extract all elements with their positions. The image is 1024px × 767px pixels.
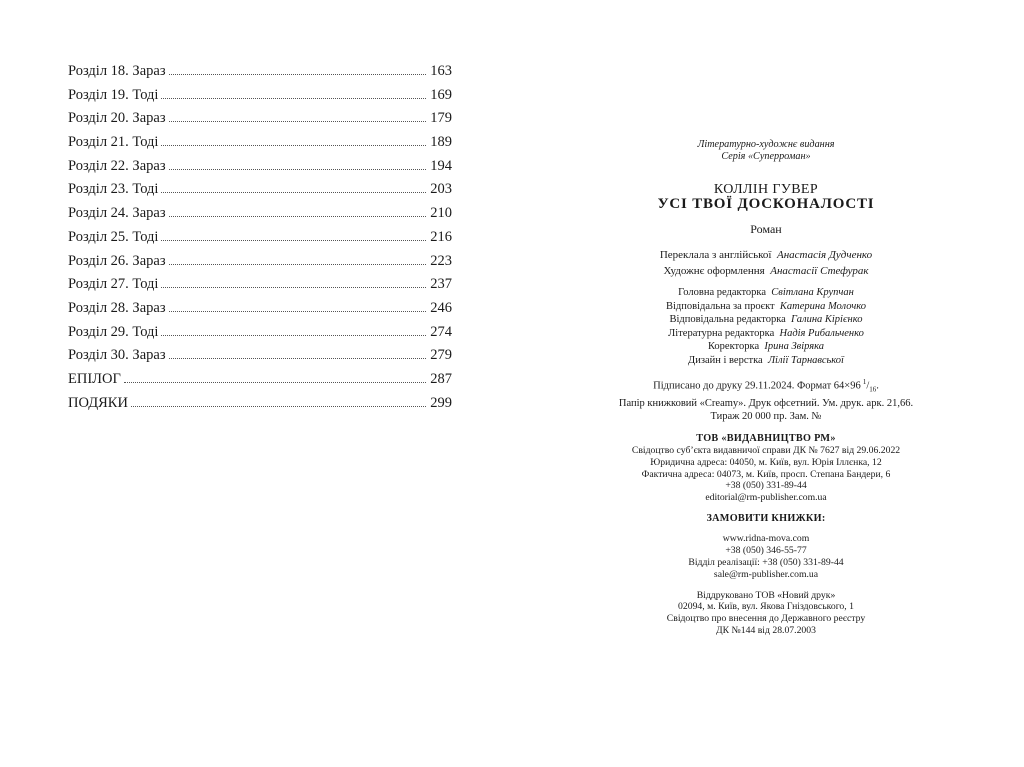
toc-title: Розділ 22. Зараз [68, 157, 166, 174]
dot-leader [131, 406, 426, 407]
dot-leader [161, 98, 426, 99]
toc-row[interactable] [68, 347, 452, 371]
edition-type: Літературно-художнє видання [697, 139, 835, 150]
format-fraction-numerator: 1 [862, 378, 867, 387]
toc-title: Розділ 30. Зараз [68, 347, 166, 364]
staff-role: Головна редакторка [678, 287, 767, 299]
dot-leader [169, 74, 427, 75]
staff-row [560, 286, 972, 300]
sales-phone: Відділ реалізації: +38 (050) 331-89-44 [688, 557, 844, 569]
toc-title: Розділ 20. Зараз [68, 110, 166, 127]
toc-page-number: 223 [430, 252, 452, 269]
toc-title: ПОДЯКИ [68, 394, 128, 411]
publisher-line: Фактична адреса: 04073, м. Київ, просп. Степана Бандери, 6 [641, 468, 891, 480]
dot-leader [169, 169, 427, 170]
dot-leader [169, 121, 427, 122]
staff-row [560, 327, 972, 341]
dot-leader [169, 358, 427, 359]
dot-leader [161, 287, 426, 288]
toc-page-number: 194 [430, 157, 452, 174]
toc-title: Розділ 28. Зараз [68, 299, 166, 316]
toc-title: Розділ 29. Тоді [68, 323, 159, 340]
dot-leader [161, 192, 426, 193]
staff-name: Лілії Тарнавської [767, 354, 844, 366]
toc-title: Розділ 19. Тоді [68, 86, 159, 103]
credits-block [560, 247, 972, 279]
order-heading: ЗАМОВИТИ КНИЖКИ: [706, 513, 826, 525]
toc-row[interactable] [68, 181, 452, 205]
imprint-page [560, 139, 972, 637]
staff-name: Галина Кірієнко [791, 314, 863, 326]
toc-row[interactable] [68, 229, 452, 253]
printer-line: Віддруковано ТОВ «Новий друк» [696, 589, 836, 601]
toc-page-number: 274 [430, 323, 452, 340]
genre: Роман [750, 221, 782, 236]
toc-page-number: 246 [430, 299, 452, 316]
design-name: Анастасії Стефурак [770, 265, 869, 278]
staff-name: Світлана Крупчан [771, 287, 854, 299]
toc-page-number: 189 [430, 134, 452, 151]
translator-label: Переклала з англійської [659, 249, 772, 262]
publisher-line: Свідоцтво суб’єкта видавничої справи ДК № 7627 від 29.06.2022 [631, 445, 901, 457]
dot-leader [161, 145, 426, 146]
print-format: Підписано до друку 29.11.2024. Формат 64×96 [653, 380, 861, 392]
staff-row [560, 313, 972, 327]
staff-role: Дизайн і верстка [688, 354, 763, 366]
print-line: Папір книжковий «Creamy». Друк офсетний. Ум. друк. арк. 21,66. [618, 397, 914, 409]
print-format-suffix: . [876, 380, 879, 392]
toc-row[interactable] [68, 324, 452, 348]
toc-page-number: 237 [430, 276, 452, 293]
dot-leader [169, 311, 427, 312]
toc-page-number: 203 [430, 181, 452, 198]
printer-line: ДК №144 від 28.07.2003 [716, 625, 816, 636]
printer-details [560, 590, 972, 637]
staff-row [560, 354, 972, 368]
toc-row[interactable] [68, 63, 452, 87]
order-phone: +38 (050) 346-55-77 [725, 545, 807, 557]
design-credit [560, 263, 972, 279]
author-name: КОЛЛІН ГУВЕР [713, 181, 819, 197]
toc-row[interactable] [68, 205, 452, 229]
toc-row[interactable] [68, 134, 452, 158]
print-line: Підписано до друку 29.11.2024. Формат 64×96 $^1/_{16}$. [653, 378, 879, 394]
toc-title: Розділ 27. Тоді [68, 276, 159, 293]
dot-leader [169, 264, 427, 265]
toc-page-number: 299 [430, 394, 452, 411]
format-fraction-denominator: 16 [869, 385, 877, 394]
printer-line: Свідоцтво про внесення до Державного реєстру [666, 613, 866, 625]
dot-leader [124, 382, 426, 383]
toc-page-number: 163 [430, 63, 452, 79]
toc-row[interactable] [68, 253, 452, 277]
order-website[interactable]: www.ridna-mova.com [722, 533, 810, 545]
staff-row [560, 340, 972, 354]
toc-page-number: 216 [430, 228, 452, 245]
toc-title: ЕПІЛОГ [68, 370, 121, 387]
staff-role: Літературна редакторка [668, 327, 775, 339]
toc-page-number: 287 [430, 370, 452, 387]
toc-row[interactable] [68, 300, 452, 324]
toc-row[interactable] [68, 371, 452, 395]
publisher-name: ТОВ «ВИДАВНИЦТВО РМ» [696, 432, 836, 444]
staff-name: Надія Рибальченко [779, 327, 864, 339]
toc-page-number: 210 [430, 205, 452, 222]
staff-list [560, 286, 972, 367]
dot-leader [161, 335, 426, 336]
staff-role: Коректорка [707, 341, 760, 353]
toc-row[interactable] [68, 87, 452, 111]
order-details [560, 533, 972, 580]
print-line: Тираж 20 000 пр. Зам. № [710, 410, 822, 422]
staff-name: Ірина Звіряка [764, 341, 825, 353]
toc-title: Розділ 26. Зараз [68, 252, 166, 269]
toc-title: Розділ 24. Зараз [68, 205, 166, 222]
toc-title: Розділ 23. Тоді [68, 181, 159, 198]
book-title: УСІ ТВОЇ ДОСКОНАЛОСТІ [657, 196, 875, 213]
printer-line: 02094, м. Київ, вул. Якова Гніздовського, 1 [678, 601, 854, 613]
staff-role: Відповідальна за проєкт [666, 300, 775, 312]
toc-row[interactable] [68, 395, 452, 419]
staff-role: Відповідальна редакторка [669, 314, 786, 326]
dot-leader [161, 240, 426, 241]
series-name: Серія «Суперроман» [721, 151, 811, 163]
toc-page-number: 279 [430, 347, 452, 364]
design-label: Художнє оформлення [663, 265, 765, 278]
staff-name: Катерина Молочко [779, 300, 866, 312]
publisher-email[interactable]: editorial@rm-publisher.com.ua [705, 492, 827, 504]
staff-row [560, 300, 972, 314]
translator-name: Анастасія Дудченко [776, 249, 873, 262]
toc-row[interactable] [68, 110, 452, 134]
publisher-line: Юридична адреса: 04050, м. Київ, вул. Юрія Іллєнка, 12 [650, 456, 882, 468]
toc-title: Розділ 21. Тоді [68, 134, 159, 151]
publisher-details [560, 445, 972, 504]
toc-page-number: 179 [430, 110, 452, 127]
table-of-contents [68, 63, 452, 418]
toc-row[interactable] [68, 158, 452, 182]
dot-leader [169, 216, 427, 217]
print-details [560, 376, 972, 423]
toc-title: Розділ 25. Тоді [68, 228, 159, 245]
publisher-phone: +38 (050) 331-89-44 [725, 480, 807, 492]
sales-email[interactable]: sale@rm-publisher.com.ua [713, 568, 819, 580]
translator-credit [560, 247, 972, 263]
toc-title: Розділ 18. Зараз [68, 63, 166, 79]
toc-row[interactable] [68, 276, 452, 300]
toc-page-number: 169 [430, 86, 452, 103]
